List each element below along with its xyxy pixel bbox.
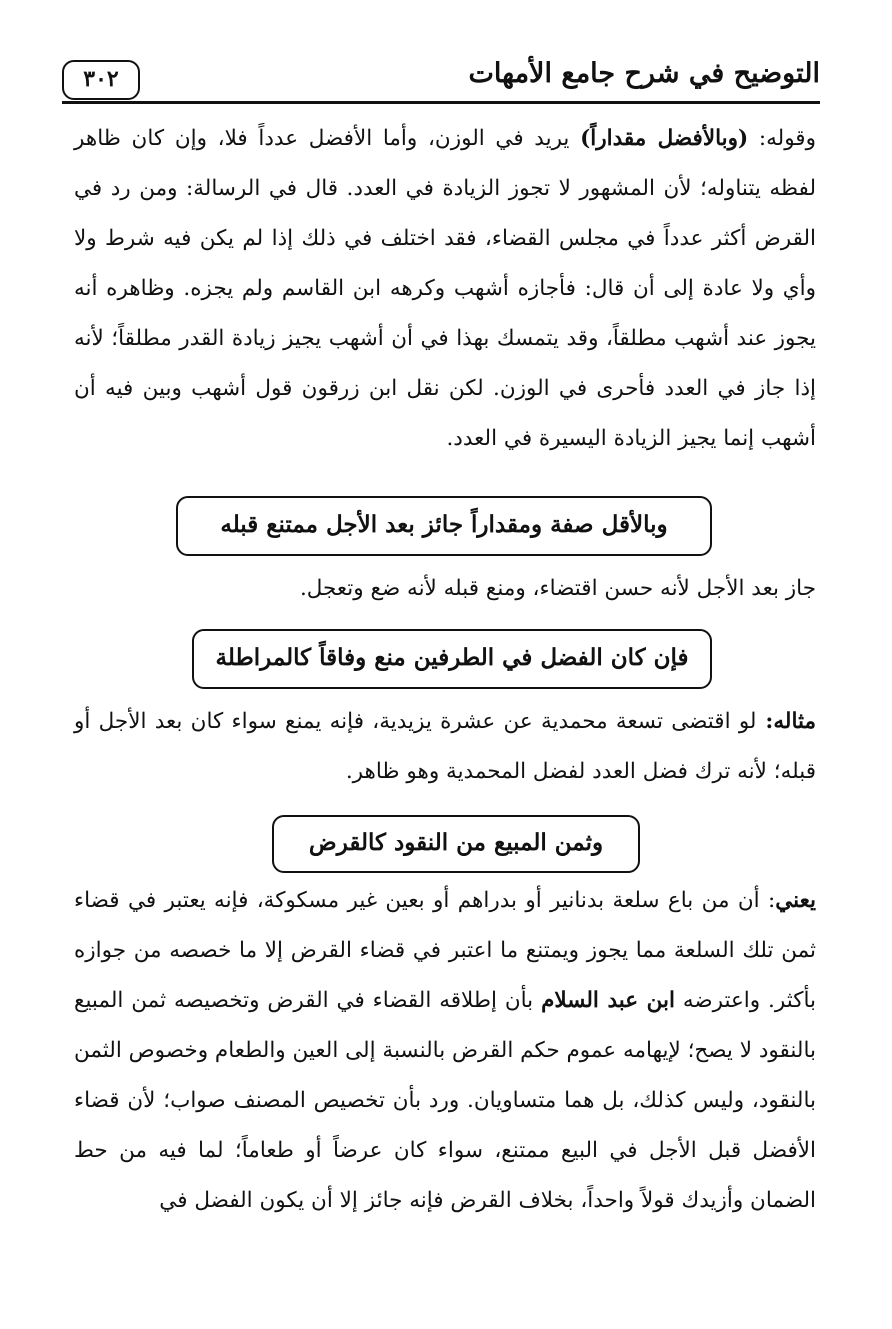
paragraph-2: جاز بعد الأجل لأنه حسن اقتضاء، ومنع قبله لأنه ضع وتعجل. — [299, 576, 816, 601]
paragraph-4-body-2: بأن إطلاقه القضاء في القرض وتخصيصه ثمن المبيع بالنقود لا يصح؛ لإيهامه عموم حكم القرض بالنسبة إلى العين والطعام وخصوص الثمن بالنقود، وليس كذلك، بل هما متساويان. ورد بأن تخصيص المصنف صواب؛ لأن قضاء الأفضل قبل الأجل في البيع ممتنع، سواء كان عرضاً أو طعاماً؛ لما فيه من حط الضمان وأزيدك قولاً واحداً، بخلاف القرض فإنه جائز إلا أن يكون الفضل في — [74, 988, 816, 1213]
page-number: ٣٠٢ — [62, 60, 140, 100]
paragraph-1-body: يريد في الوزن، وأما الأفضل عدداً فلا، وإن كان ظاهر لفظه يتناوله؛ لأن المشهور لا تجوز الزيادة في العدد. قال في الرسالة: ومن رد في القرض أكثر عدداً في مجلس القضاء، فقد اختلف في ذلك إذا لم يكن فيه شرط ولا وأي ولا عادة إلى أن قال: فأجازه أشهب وكرهه ابن القاسم ولم يجزه. وظاهره أنه يجوز عند أشهب مطلقاً، وقد يتمسك بهذا في أن أشهب يجيز زيادة القدر مطلقاً؛ لأنه إذا جاز في العدد فأحرى في الوزن. لكن نقل ابن زرقون قول أشهب وبين فيه أن أشهب إنما يجيز الزيادة اليسيرة في العدد. — [74, 126, 816, 451]
paragraph-4-body-1: : أن من باع سلعة بدنانير أو بدراهم أو بعين غير مسكوكة، فإنه يعتبر في قضاء ثمن تلك السلعة مما يجوز ويمتنع ما اعتبر في قضاء القرض إلا ما خصصه من جوازه بأكثر. واعترضه — [74, 888, 816, 1013]
matn-box-1: وبالأقل صفة ومقداراً جائز بعد الأجل ممتنع قبله — [176, 496, 712, 556]
matn-box-2: فإن كان الفضل في الطرفين منع وفاقاً كالمراطلة — [192, 629, 712, 689]
cited-scholar-name: ابن عبد السلام — [541, 988, 675, 1013]
paragraph-4 — [74, 876, 816, 1226]
page-header — [62, 56, 820, 102]
paragraph-3-body: لو اقتضى تسعة محمدية عن عشرة يزيدية، فإنه يمنع سواء كان بعد الأجل أو قبله؛ لأنه ترك فضل العدد لفضل المحمدية وهو ظاهر. — [74, 709, 816, 784]
header-rule — [62, 101, 820, 104]
paragraph-1 — [74, 114, 816, 464]
matn-box-3: وثمن المبيع من النقود كالقرض — [272, 815, 640, 873]
paragraph-1-lead: وقوله: — [748, 126, 816, 151]
paragraph-4-lead: يعني — [775, 888, 816, 913]
quoted-phrase: (وبالأفضل مقداراً) — [580, 126, 749, 151]
paragraph-3-lead: مثاله: — [756, 709, 817, 734]
running-title: التوضيح في شرح جامع الأمهات — [468, 58, 820, 89]
paragraph-3 — [74, 697, 816, 797]
